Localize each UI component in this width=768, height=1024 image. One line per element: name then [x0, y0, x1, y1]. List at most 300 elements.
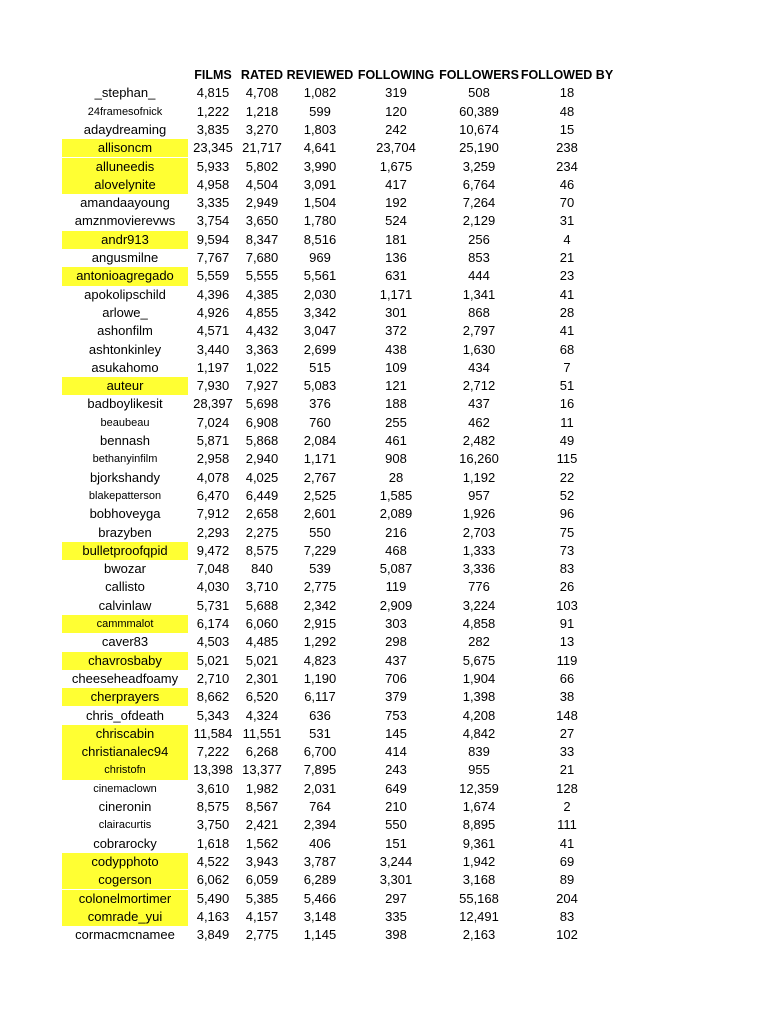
following-cell: 28	[388, 469, 404, 485]
username-cell: brazyben	[98, 524, 152, 540]
followed-by-cell: 103	[556, 597, 578, 613]
following-cell: 136	[385, 250, 407, 265]
following-cell: 297	[385, 890, 407, 906]
rated-cell: 1,022	[245, 359, 279, 375]
reviewed-cell: 1,780	[303, 213, 337, 229]
table-row	[0, 121, 768, 139]
following-cell: 3,301	[379, 872, 413, 888]
following-cell: 398	[385, 927, 407, 943]
following-cell: 417	[385, 176, 407, 192]
rated-cell: 8,567	[245, 799, 279, 814]
followed-by-cell: 41	[559, 286, 575, 302]
films-cell: 28,397	[193, 396, 233, 412]
followed-by-cell: 2	[563, 799, 571, 814]
reviewed-cell: 531	[309, 725, 331, 741]
films-cell: 11,584	[193, 725, 233, 741]
films-cell: 7,930	[196, 378, 230, 394]
followers-cell: 1,341	[462, 286, 496, 302]
films-cell: 3,610	[196, 780, 230, 796]
films-cell: 6,174	[196, 616, 230, 631]
reviewed-cell: 2,394	[303, 817, 337, 833]
table-row	[0, 322, 768, 340]
followers-cell: 2,703	[462, 524, 496, 540]
table-row	[0, 926, 768, 944]
username-cell: cheeseheadfoamy	[71, 670, 179, 686]
username-cell: ashonfilm	[97, 323, 153, 339]
following-cell: 438	[385, 341, 407, 357]
rated-cell: 2,421	[245, 817, 279, 833]
following-cell: 649	[385, 780, 407, 796]
table-row	[0, 212, 768, 230]
following-cell: 335	[385, 908, 407, 924]
films-cell: 3,750	[196, 817, 230, 833]
films-cell: 5,343	[196, 707, 230, 723]
followers-cell: 10,674	[459, 121, 499, 137]
following-cell: 319	[385, 85, 407, 101]
table-row	[0, 871, 768, 889]
following-cell: 461	[385, 433, 407, 448]
reviewed-cell: 1,145	[303, 927, 337, 943]
rated-cell: 6,908	[245, 414, 279, 430]
reviewed-cell: 2,525	[303, 487, 337, 503]
followed-by-cell: 69	[559, 853, 575, 869]
rated-cell: 3,710	[245, 579, 279, 595]
films-cell: 7,222	[196, 744, 230, 760]
followed-by-cell: 83	[559, 561, 575, 577]
followers-cell: 4,858	[462, 616, 496, 631]
username-cell: angusmilne	[91, 250, 159, 265]
username-cell: caver83	[101, 634, 149, 650]
films-cell: 4,396	[196, 286, 230, 302]
username-cell: bennash	[100, 433, 150, 448]
table-row	[0, 432, 768, 450]
table-row	[0, 615, 768, 633]
followed-by-cell: 31	[559, 213, 575, 229]
followed-by-cell: 21	[559, 250, 575, 265]
reviewed-cell: 2,699	[303, 341, 337, 357]
username-cell: alovelynite	[62, 176, 188, 194]
rated-cell: 21,717	[242, 140, 282, 156]
username-cell: chris_ofdeath	[85, 707, 165, 723]
rated-cell: 3,363	[245, 341, 279, 357]
table-row	[0, 835, 768, 853]
username-cell: auteur	[62, 377, 188, 395]
followers-cell: 2,163	[462, 927, 496, 943]
username-cell: bulletproofqpid	[62, 542, 188, 560]
reviewed-cell: 3,148	[303, 908, 337, 924]
films-cell: 7,767	[196, 250, 230, 265]
following-cell: 5,087	[379, 561, 413, 577]
films-cell: 6,062	[196, 872, 230, 888]
followed-by-cell: 119	[556, 652, 578, 668]
films-cell: 4,078	[196, 469, 230, 485]
reviewed-cell: 2,601	[303, 506, 337, 522]
rated-cell: 6,449	[245, 487, 279, 503]
username-cell: cherprayers	[62, 688, 188, 706]
followers-cell: 16,260	[459, 451, 499, 467]
films-cell: 5,731	[196, 597, 230, 613]
films-cell: 23,345	[193, 140, 233, 156]
following-cell: 120	[385, 103, 407, 119]
table-row	[0, 524, 768, 542]
following-cell: 109	[385, 359, 407, 375]
films-cell: 2,293	[196, 524, 230, 540]
followers-cell: 60,389	[459, 103, 499, 119]
followed-by-cell: 102	[556, 927, 578, 943]
table-row	[0, 84, 768, 102]
reviewed-cell: 2,342	[303, 597, 337, 613]
rated-cell: 4,385	[245, 286, 279, 302]
rated-cell: 5,021	[245, 652, 279, 668]
films-cell: 1,222	[196, 103, 230, 119]
table-row	[0, 469, 768, 487]
followers-cell: 1,674	[462, 799, 496, 814]
header-rated: RATED	[240, 68, 284, 82]
followed-by-cell: 49	[559, 433, 575, 448]
reviewed-cell: 6,117	[304, 689, 336, 705]
header-films: FILMS	[194, 68, 232, 82]
followers-cell: 839	[468, 744, 490, 760]
rated-cell: 840	[251, 561, 273, 577]
films-cell: 2,710	[196, 670, 230, 686]
rated-cell: 4,485	[245, 634, 279, 650]
rated-cell: 6,268	[245, 744, 279, 760]
reviewed-cell: 760	[309, 414, 331, 430]
table-row	[0, 395, 768, 413]
films-cell: 13,398	[193, 762, 233, 778]
header-followers: FOLLOWERS	[439, 68, 519, 82]
films-cell: 1,618	[196, 835, 230, 851]
reviewed-cell: 2,031	[303, 780, 337, 796]
films-cell: 4,163	[196, 908, 230, 924]
table-row	[0, 139, 768, 157]
username-cell: cogerson	[62, 871, 188, 889]
table-row	[0, 597, 768, 615]
rated-cell: 8,575	[245, 542, 279, 558]
reviewed-cell: 2,915	[303, 616, 337, 631]
following-cell: 468	[385, 542, 407, 558]
table-row	[0, 798, 768, 816]
reviewed-cell: 1,190	[303, 670, 337, 686]
username-cell: asukahomo	[91, 359, 159, 375]
reviewed-cell: 599	[309, 103, 331, 119]
rated-cell: 1,982	[245, 780, 279, 796]
followers-cell: 853	[468, 250, 490, 265]
table-row	[0, 487, 768, 505]
followed-by-cell: 26	[559, 579, 575, 595]
rated-cell: 5,385	[245, 890, 279, 906]
followed-by-cell: 204	[556, 890, 578, 906]
rated-cell: 1,218	[245, 103, 279, 119]
username-cell: cineronin	[98, 799, 152, 814]
following-cell: 216	[385, 524, 407, 540]
following-cell: 379	[385, 689, 407, 705]
followed-by-cell: 75	[559, 524, 575, 540]
followers-cell: 9,361	[462, 835, 496, 851]
films-cell: 5,021	[196, 652, 230, 668]
followed-by-cell: 13	[559, 634, 575, 650]
followed-by-cell: 83	[559, 908, 575, 924]
followed-by-cell: 22	[559, 469, 575, 485]
reviewed-cell: 4,641	[303, 140, 337, 156]
followers-cell: 508	[468, 85, 490, 101]
followers-cell: 25,190	[459, 140, 499, 156]
following-cell: 372	[385, 323, 407, 339]
followed-by-cell: 96	[559, 506, 575, 522]
reviewed-cell: 2,775	[303, 579, 337, 595]
username-cell: chavrosbaby	[62, 652, 188, 670]
films-cell: 5,559	[196, 268, 230, 284]
rated-cell: 11,551	[242, 725, 282, 741]
username-cell: callisto	[105, 579, 145, 595]
followers-cell: 55,168	[459, 890, 499, 906]
following-cell: 414	[385, 744, 407, 760]
followers-cell: 1,630	[462, 341, 496, 357]
rated-cell: 5,555	[245, 268, 279, 284]
username-cell: bobhoveyga	[89, 506, 161, 522]
reviewed-cell: 764	[309, 799, 331, 814]
films-cell: 4,522	[196, 853, 230, 869]
table-row	[0, 505, 768, 523]
rated-cell: 2,275	[245, 524, 279, 540]
followed-by-cell: 23	[559, 268, 575, 284]
table-row	[0, 816, 768, 834]
following-cell: 3,244	[379, 853, 413, 869]
username-cell: cormacmcnamee	[75, 927, 175, 943]
following-cell: 192	[385, 195, 407, 211]
reviewed-cell: 5,561	[303, 268, 337, 284]
followers-cell: 12,491	[459, 908, 499, 924]
following-cell: 524	[385, 213, 407, 229]
table-row	[0, 542, 768, 560]
reviewed-cell: 1,292	[303, 634, 337, 650]
table-row	[0, 414, 768, 432]
followed-by-cell: 51	[559, 378, 575, 394]
username-cell: cammmalot	[62, 615, 188, 633]
following-cell: 181	[385, 231, 407, 247]
followed-by-cell: 238	[556, 140, 578, 156]
reviewed-cell: 550	[309, 524, 331, 540]
followers-cell: 3,336	[462, 561, 496, 577]
followed-by-cell: 18	[559, 85, 575, 101]
reviewed-cell: 2,030	[303, 286, 337, 302]
table-row	[0, 194, 768, 212]
films-cell: 3,754	[196, 213, 230, 229]
followers-cell: 3,259	[462, 158, 496, 174]
rated-cell: 4,855	[245, 304, 279, 320]
followed-by-cell: 52	[559, 487, 575, 503]
followers-cell: 256	[468, 231, 490, 247]
films-cell: 6,470	[196, 487, 230, 503]
following-cell: 298	[385, 634, 407, 650]
reviewed-cell: 3,990	[303, 158, 337, 174]
table-row	[0, 578, 768, 596]
followed-by-cell: 41	[559, 323, 575, 339]
following-cell: 1,675	[379, 158, 413, 174]
table-row	[0, 890, 768, 908]
followers-cell: 1,942	[462, 853, 496, 869]
following-cell: 145	[385, 725, 407, 741]
username-cell: antonioagregado	[62, 267, 188, 285]
followed-by-cell: 27	[559, 725, 575, 741]
table-row	[0, 761, 768, 779]
table-row	[0, 780, 768, 798]
followers-cell: 282	[468, 634, 490, 650]
followers-cell: 462	[468, 414, 490, 430]
films-cell: 3,849	[196, 927, 230, 943]
table-row	[0, 377, 768, 395]
username-cell: cobrarocky	[93, 835, 157, 851]
followers-cell: 5,675	[462, 652, 496, 668]
followers-cell: 2,797	[462, 323, 496, 339]
username-cell: bwozar	[104, 561, 146, 577]
followers-cell: 1,926	[462, 506, 496, 522]
followed-by-cell: 15	[559, 121, 575, 137]
table-row	[0, 688, 768, 706]
followed-by-cell: 66	[559, 670, 575, 686]
followed-by-cell: 7	[563, 359, 571, 375]
rated-cell: 3,943	[245, 853, 279, 869]
rated-cell: 2,940	[245, 451, 279, 467]
rated-cell: 7,680	[245, 250, 279, 265]
username-cell: christofn	[62, 761, 188, 779]
following-cell: 2,089	[379, 506, 413, 522]
films-cell: 7,024	[196, 414, 230, 430]
rated-cell: 2,775	[245, 927, 279, 943]
reviewed-cell: 5,083	[303, 378, 337, 394]
table-row	[0, 249, 768, 267]
table-row	[0, 341, 768, 359]
reviewed-cell: 7,895	[303, 762, 337, 778]
followed-by-cell: 16	[559, 396, 575, 412]
username-cell: adaydreaming	[83, 121, 167, 137]
table-row	[0, 707, 768, 725]
films-cell: 4,926	[196, 304, 230, 320]
following-cell: 753	[385, 707, 407, 723]
following-cell: 243	[385, 762, 407, 778]
followed-by-cell: 234	[556, 158, 578, 174]
username-cell: chriscabin	[62, 725, 188, 743]
followed-by-cell: 38	[559, 689, 575, 705]
username-cell: clairacurtis	[98, 819, 152, 832]
reviewed-cell: 2,767	[303, 469, 337, 485]
rated-cell: 2,658	[245, 506, 279, 522]
username-cell: comrade_yui	[62, 908, 188, 926]
rated-cell: 1,562	[245, 835, 279, 851]
followed-by-cell: 111	[557, 817, 577, 833]
table-row	[0, 560, 768, 578]
followed-by-cell: 115	[556, 451, 578, 467]
followed-by-cell: 68	[559, 341, 575, 357]
reviewed-cell: 1,082	[303, 85, 337, 101]
table-row	[0, 853, 768, 871]
username-cell: amznmovierevws	[74, 213, 176, 229]
table-row	[0, 908, 768, 926]
username-cell: codypphoto	[62, 853, 188, 871]
username-cell: christianalec94	[62, 743, 188, 761]
films-cell: 4,958	[196, 176, 230, 192]
table-row	[0, 231, 768, 249]
table-row	[0, 359, 768, 377]
table-row	[0, 652, 768, 670]
films-cell: 4,815	[196, 85, 230, 101]
username-cell: bjorkshandy	[89, 469, 161, 485]
reviewed-cell: 376	[309, 396, 331, 412]
rated-cell: 6,060	[245, 616, 279, 631]
rated-cell: 5,868	[245, 433, 279, 448]
reviewed-cell: 4,823	[303, 652, 337, 668]
followed-by-cell: 128	[556, 780, 578, 796]
following-cell: 303	[385, 616, 407, 631]
following-cell: 631	[385, 268, 407, 284]
films-cell: 7,912	[196, 506, 230, 522]
reviewed-cell: 1,171	[303, 451, 337, 467]
rated-cell: 6,059	[245, 872, 279, 888]
table-row	[0, 176, 768, 194]
reviewed-cell: 3,091	[303, 176, 337, 192]
films-cell: 3,835	[196, 121, 230, 137]
following-cell: 550	[385, 817, 407, 833]
username-cell: colonelmortimer	[62, 890, 188, 908]
films-cell: 5,933	[196, 158, 230, 174]
table-row	[0, 725, 768, 743]
films-cell: 3,335	[196, 195, 230, 211]
username-cell: alluneedis	[62, 158, 188, 176]
reviewed-cell: 5,466	[303, 890, 337, 906]
films-cell: 2,958	[196, 451, 230, 467]
reviewed-cell: 8,516	[303, 231, 337, 247]
followers-cell: 4,842	[462, 725, 496, 741]
reviewed-cell: 969	[309, 250, 331, 265]
followers-cell: 434	[468, 359, 490, 375]
followers-cell: 444	[468, 268, 490, 284]
reviewed-cell: 1,504	[303, 195, 337, 211]
reviewed-cell: 515	[309, 359, 331, 375]
table-row	[0, 670, 768, 688]
rated-cell: 3,270	[245, 121, 279, 137]
rated-cell: 5,698	[245, 396, 279, 412]
username-cell: arlowe_	[102, 304, 148, 320]
followers-cell: 12,359	[459, 780, 499, 796]
followed-by-cell: 148	[556, 707, 578, 723]
reviewed-cell: 7,229	[303, 542, 337, 558]
reviewed-cell: 6,289	[303, 872, 337, 888]
reviewed-cell: 636	[309, 707, 331, 723]
username-cell: bethanyinfilm	[92, 453, 158, 466]
films-cell: 5,490	[196, 890, 230, 906]
following-cell: 255	[385, 414, 407, 430]
films-cell: 1,197	[196, 359, 230, 375]
followers-cell: 8,895	[462, 817, 496, 833]
following-cell: 2,909	[379, 597, 413, 613]
films-cell: 4,030	[196, 579, 230, 595]
following-cell: 151	[385, 835, 407, 851]
rated-cell: 5,688	[245, 597, 279, 613]
followed-by-cell: 28	[559, 304, 575, 320]
table-row	[0, 633, 768, 651]
rated-cell: 2,301	[245, 670, 279, 686]
username-cell: andr913	[62, 231, 188, 249]
followed-by-cell: 89	[559, 872, 575, 888]
rated-cell: 4,025	[245, 469, 279, 485]
following-cell: 121	[385, 378, 407, 394]
username-cell: _stephan_	[94, 85, 156, 101]
rated-cell: 6,520	[245, 689, 279, 705]
films-cell: 4,503	[196, 634, 230, 650]
followed-by-cell: 41	[559, 835, 575, 851]
username-cell: ashtonkinley	[88, 341, 162, 357]
films-cell: 4,571	[196, 323, 230, 339]
